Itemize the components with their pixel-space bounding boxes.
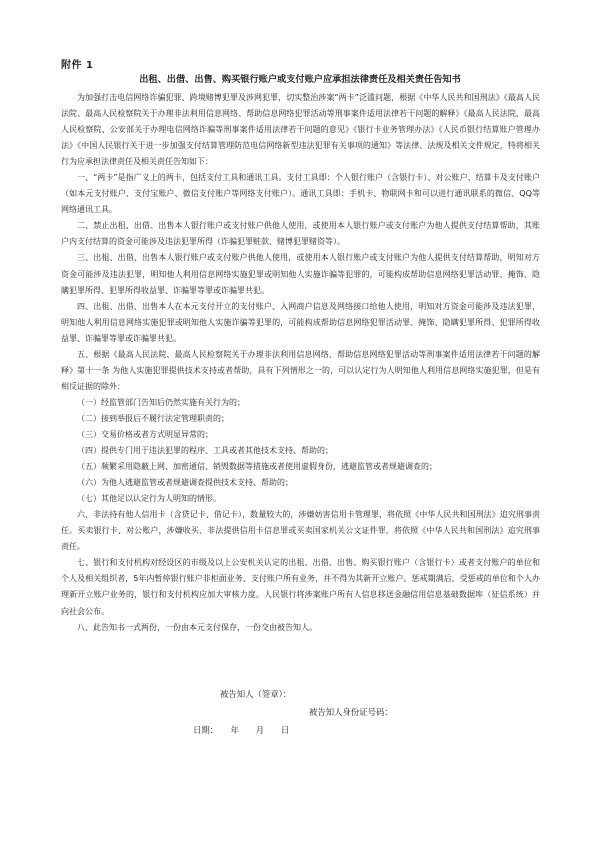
list-item: （四）提供专门用于违法犯罪的程序、工具或者其他技术支持、帮助的； — [77, 446, 333, 456]
clause-5-paragraph: 五、根据《最高人民法院、最高人民检察院关于办理非法利用信息网络、帮助信息网络犯罪活动等刑事案件适用法律若干问题的解释》第十一条 为他人实施犯罪提供技术支持或者帮助，具有下列情形之一的，可以认定行为人明知他人利用信息网络实施犯罪，但是有相反证据的除外： — [61, 349, 540, 391]
signature-date-label: 日期： 年 月 日 — [193, 725, 290, 735]
signature-id-label: 被告知人身份证号码： — [309, 707, 393, 717]
clause-1-paragraph: 一、“两卡”是指广义上的两卡，包括支付工具和通讯工具。支付工具即：个人银行账户（含银行卡）、对公账户、结算卡及支付账户（如本元支付账户、支付宝账户、微信支付账户等网络支付账户）。通讯工具即：手机卡、物联网卡和可以进行通讯联系的微信、QQ等网络通讯工具。 — [61, 173, 540, 215]
list-item: （五）频繁采用隐蔽上网、加密通信、销毁数据等措施或者使用虚假身份，逃避监管或者规避调查的； — [77, 462, 437, 472]
list-item: （六）为他人逃避监管或者规避调查提供技术支持、帮助的； — [77, 478, 293, 488]
clause-2-paragraph: 二、禁止出租、出借、出售本人银行账户或支付账户供他人使用，或使用本人银行账户或支付账户为他人提供支付结算帮助，其账户内支付结算的资金可能涉及违法犯罪所得（诈骗犯罪赃款、赌博犯罪赌资等）。 — [61, 221, 540, 247]
clause-8-paragraph: 八、此告知书一式两份，一份由本元支付保存，一份交由被告知人。 — [77, 622, 317, 632]
signature-name-label: 被告知人（签章）： — [220, 689, 292, 699]
clause-4-paragraph: 四、出租、出借、出售本人在本元支付开立的支付账户、入网商户信息及网络接口给他人使用，明知对方资金可能涉及违法犯罪，明知他人利用信息网络实施犯罪或明知他人实施诈骗等犯罪的，可能构成帮助信息网络犯罪活动罪、掩饰、隐瞒犯罪所得、犯罪所得收益罪、诈骗罪等罪或诈骗罪共犯。 — [61, 301, 540, 343]
clause-7-paragraph: 七、银行和支付机构对经设区的市级及以上公安机关认定的出租、出借、出售、购买银行账户（含银行卡）或者支付账户的单位和个人及相关组织者，5年内暂停银行账户非柜面业务、支付账户所有业务，并不得为其新开立账户。惩戒期满后，受惩戒的单位和个人办理新开立账户业务的，银行和支付机构应加大审核力度。人民银行将涉案账户所有人信息移送金融信用信息基础数据库（征信系统）并向社会公布。 — [61, 558, 540, 616]
clause-3-paragraph: 三、出租、出借、出售本人银行账户或支付账户供他人使用，或使用本人银行账户或支付账户为他人提供支付结算帮助，明知对方资金可能涉及违法犯罪，明知他人利用信息网络实施犯罪或明知他人实施诈骗等犯罪的，可能构成帮助信息网络犯罪活动罪、掩饰、隐瞒犯罪所得、犯罪所得收益罪、诈骗罪等罪或诈骗罪共犯。 — [61, 253, 540, 295]
list-item: （七）其他足以认定行为人明知的情形。 — [77, 494, 221, 504]
document-title: 出租、出借、出售、购买银行账户或支付账户应承担法律责任及相关责任告知书 — [139, 74, 461, 85]
document-body — [61, 90, 540, 636]
list-item: （一）经监管部门告知后仍然实施有关行为的； — [77, 397, 245, 407]
intro-paragraph: 为加强打击电信网络诈骗犯罪、跨境赌博犯罪及涉网犯罪，切实整治涉案“两卡”泛滥问题，根据《中华人民共和国刑法》《最高人民法院、最高人民检察院关于办理非法利用信息网络、帮助信息网络犯罪活动等刑事案件适用法律若干问题的解释》《最高人民法院、最高人民检察院、公安部关于办理电信网络诈骗等刑事案件适用法律若干问题的意见》《银行卡业务管理办法》《人民币银行结算账户管理办法》《中国人民银行关于进一步加强支付结算管理防范电信网络新型违法犯罪有关事项的通知》等法律、法规及相关文件规定，特将相关行为应承担法律责任及相关责任告知如下： — [61, 93, 540, 167]
attachment-label: 附件 1 — [61, 60, 94, 71]
list-item: （三）交易价格或者方式明显异常的； — [77, 429, 213, 439]
clause-6-paragraph: 六、非法持有他人信用卡（含贷记卡、借记卡），数量较大的，涉嫌妨害信用卡管理罪，将依照《中华人民共和国刑法》追究刑事责任。买卖银行卡、对公账户，涉嫌收买、非法提供信用卡信息罪或买卖国家机关公文证件罪，将依照《中华人民共和国刑法》追究刑事责任。 — [61, 510, 540, 552]
list-item: （二）接到举报后不履行法定管理职责的； — [77, 413, 229, 423]
